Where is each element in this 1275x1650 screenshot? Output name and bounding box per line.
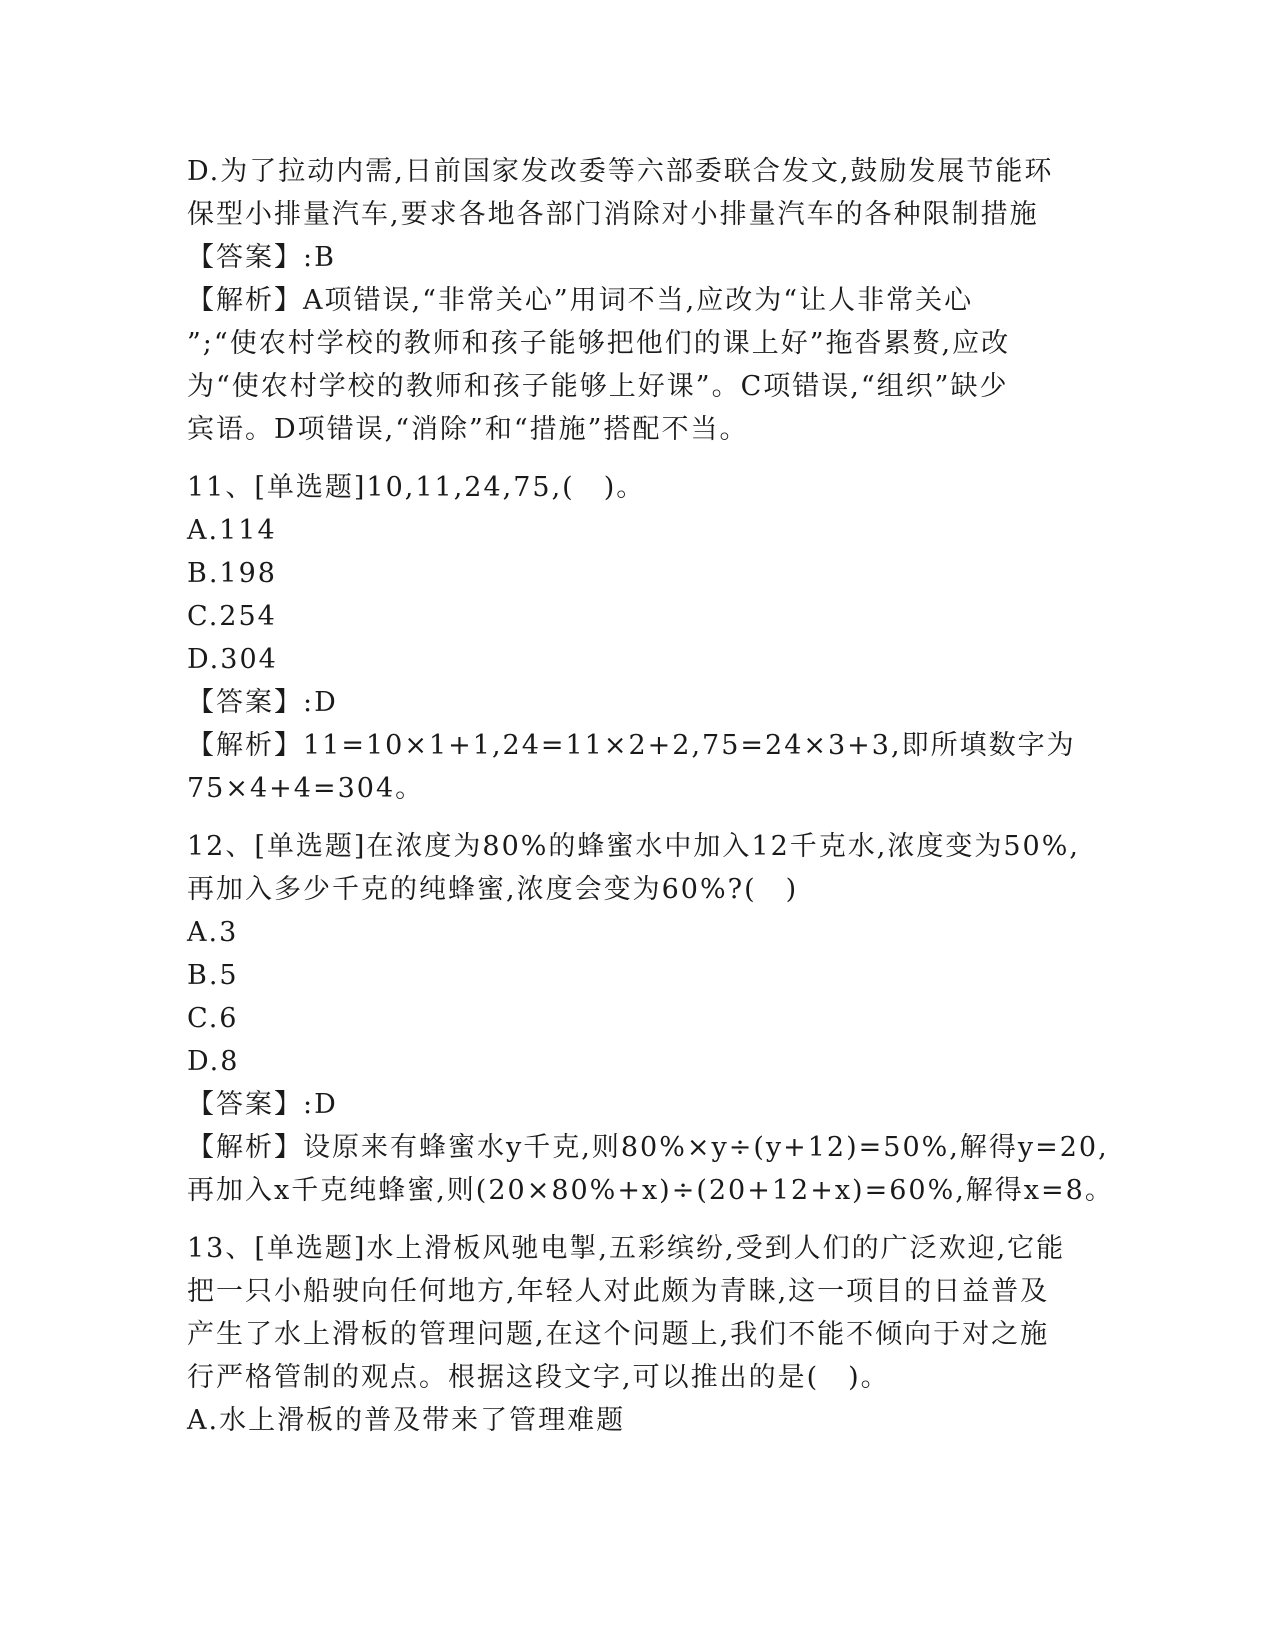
q10-analysis-line-1: 【解析】A项错误,“非常关心”用词不当,应改为“让人非常关心 bbox=[187, 285, 974, 316]
q10-analysis-line-3: 为“使农村学校的教师和孩子能够上好课”。C项错误,“组织”缺少 bbox=[187, 371, 1009, 402]
q10-option-d-line-1: D.为了拉动内需,日前国家发改委等六部委联合发文,鼓励发展节能环 bbox=[187, 156, 1054, 187]
q11-analysis-line-2: 75×4+4=304。 bbox=[187, 773, 425, 804]
q12-option-d: D.8 bbox=[187, 1046, 240, 1077]
q10-answer: 【答案】:B bbox=[187, 242, 336, 273]
q11-analysis-line-1: 【解析】11=10×1+1,24=11×2+2,75=24×3+3,即所填数字为 bbox=[187, 730, 1076, 761]
q11-stem: 11、[单选题]10,11,24,75,( )。 bbox=[187, 472, 646, 503]
document-page bbox=[187, 150, 1114, 1442]
q13-option-a: A.水上滑板的普及带来了管理难题 bbox=[187, 1405, 626, 1436]
q13-stem-line-4: 行严格管制的观点。根据这段文字,可以推出的是( )。 bbox=[187, 1362, 890, 1393]
q11-option-c: C.254 bbox=[187, 601, 277, 632]
q10-option-d-line-2: 保型小排量汽车,要求各地各部门消除对小排量汽车的各种限制措施 bbox=[187, 199, 1039, 230]
question-10-tail bbox=[187, 150, 1087, 451]
q13-stem-line-2: 把一只小船驶向任何地方,年轻人对此颇为青睐,这一项目的日益普及 bbox=[187, 1276, 1050, 1307]
q12-stem-line-2: 再加入多少千克的纯蜂蜜,浓度会变为60%?( ) bbox=[187, 874, 799, 905]
q12-answer: 【答案】:D bbox=[187, 1089, 338, 1120]
q10-analysis-line-2: ”;“使农村学校的教师和孩子能够把他们的课上好”拖沓累赘,应改 bbox=[187, 328, 1011, 359]
q12-option-b: B.5 bbox=[187, 960, 239, 991]
question-12 bbox=[187, 825, 1114, 1212]
q12-analysis-line-2: 再加入x千克纯蜂蜜,则(20×80%+x)÷(20+12+x)=60%,解得x=8。 bbox=[187, 1175, 1114, 1206]
q13-stem-line-3: 产生了水上滑板的管理问题,在这个问题上,我们不能不倾向于对之施 bbox=[187, 1319, 1050, 1350]
q11-option-d: D.304 bbox=[187, 644, 278, 675]
q13-stem-line-1: 13、[单选题]水上滑板风驰电掣,五彩缤纷,受到人们的广泛欢迎,它能 bbox=[187, 1233, 1066, 1264]
question-11 bbox=[187, 466, 1087, 810]
q12-option-c: C.6 bbox=[187, 1003, 239, 1034]
q12-option-a: A.3 bbox=[187, 917, 239, 948]
q11-option-b: B.198 bbox=[187, 558, 277, 589]
q12-stem-line-1: 12、[单选题]在浓度为80%的蜂蜜水中加入12千克水,浓度变为50%, bbox=[187, 831, 1080, 862]
q11-option-a: A.114 bbox=[187, 515, 277, 546]
q11-answer: 【答案】:D bbox=[187, 687, 338, 718]
q10-analysis-line-4: 宾语。D项错误,“消除”和“措施”搭配不当。 bbox=[187, 414, 749, 445]
question-13 bbox=[187, 1227, 1087, 1442]
q12-analysis-line-1: 【解析】设原来有蜂蜜水y千克,则80%×y÷(y+12)=50%,解得y=20, bbox=[187, 1132, 1109, 1163]
